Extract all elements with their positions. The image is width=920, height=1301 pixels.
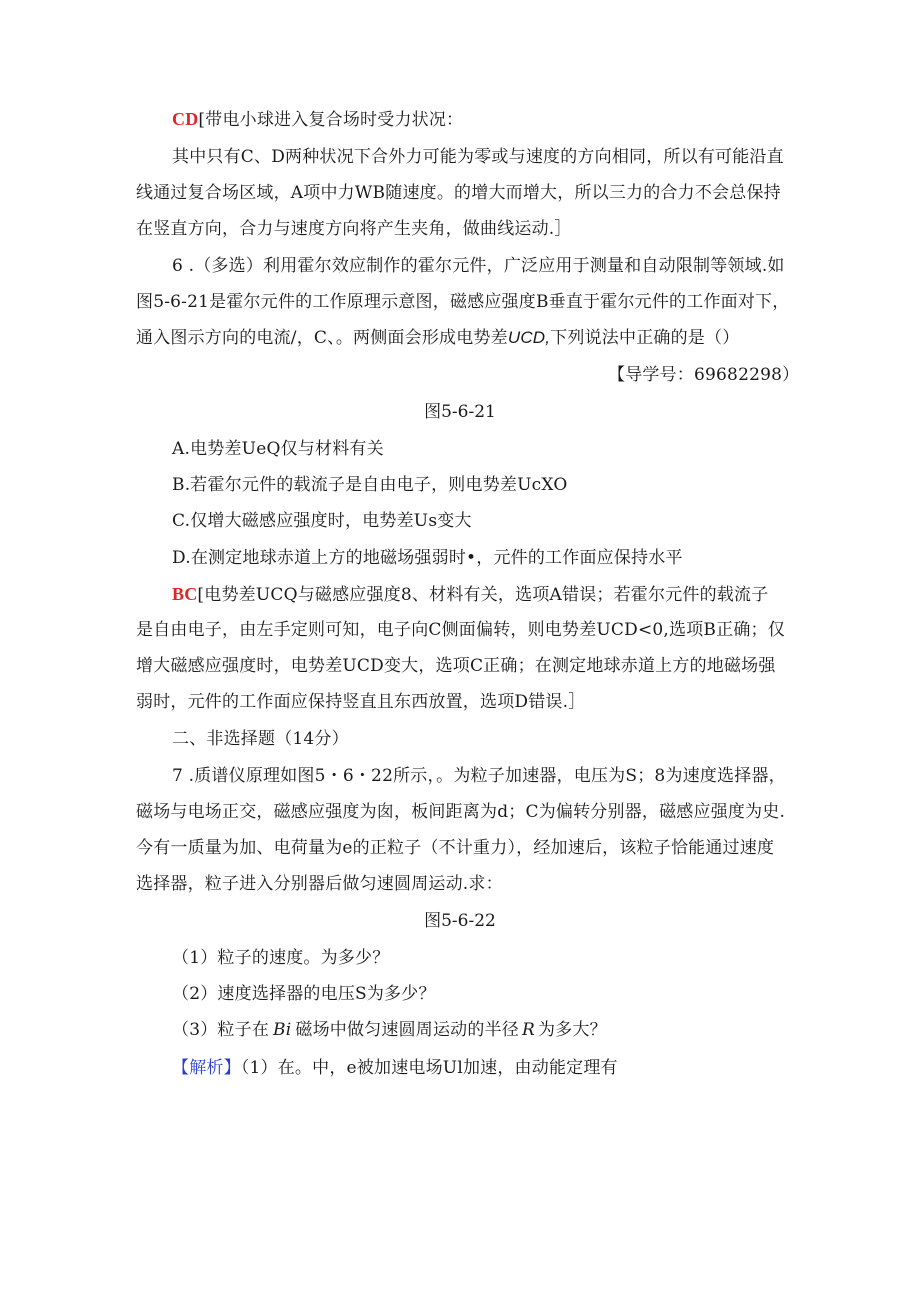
sub-question-2: （2）速度选择器的电压S为多少？	[172, 984, 436, 1004]
question-7-line-4: 选择器，粒子进入分别器后做匀速圆周运动.求：	[136, 874, 503, 894]
solution-text: （1）在。中，e被加速电场Ul加速，由动能定理有	[240, 1058, 618, 1078]
option-c: C.仅增大磁感应强度时，电势差Us变大	[172, 511, 472, 531]
sub-question-3-text-c: 磁场中做匀速圆周运动的半径	[295, 1020, 519, 1040]
answer-key-cd: CD	[172, 109, 199, 129]
answer-cd-line-1	[172, 107, 463, 132]
answer-cd-line-3: 线通过复合场区域，A项中力WB随速度。的增大而增大，所以三力的合力不会总保持	[136, 183, 781, 203]
question-6-line-1: 6 .（多选）利用霍尔效应制作的霍尔元件，广泛应用于测量和自动限制等领域.如	[172, 256, 785, 276]
question-6-line-3	[136, 326, 739, 350]
answer-bc-line-2: 是自由电子，由左手定则可知，电子向C侧面偏转，则电势差UCD<0,选项B正确；仅	[136, 620, 785, 640]
sub-question-3	[172, 1018, 607, 1042]
option-a: A.电势差UeQ仅与材料有关	[172, 439, 384, 459]
question-7-line-1: 7 .质谱仪原理如图5・6・22所示，。为粒子加速器，电压为S；8为速度选择器，	[172, 766, 786, 786]
question-7-line-3: 今有一质量为加、电荷量为e的正粒子（不计重力），经加速后，该粒子恰能通过速度	[136, 838, 775, 858]
solution-line	[172, 1056, 618, 1080]
ucd-symbol: UCD,	[507, 328, 551, 347]
figure-caption-5-6-21: 图5-6-21	[424, 402, 496, 422]
solution-tag: 【解析】	[172, 1058, 241, 1078]
answer-bc-text-1: [电势差UCQ与磁感应强度8、材料有关，选项A错误；若霍尔元件的载流子	[197, 585, 769, 605]
figure-caption-5-6-22: 图5-6-22	[424, 911, 496, 931]
r-symbol: R	[521, 1020, 535, 1040]
option-b: B.若霍尔元件的载流子是自由电子，则电势差UcXO	[172, 475, 568, 495]
section-heading-2: 二、非选择题（14分）	[172, 729, 349, 749]
sub-question-3-text-a: （3）粒子在	[172, 1020, 270, 1040]
answer-bc-line-1	[172, 582, 768, 607]
answer-bc-line-4: 弱时，元件的工作面应保持竖直且东西放置，选项D错误.］	[136, 692, 586, 712]
option-d: D.在测定地球赤道上方的地磁场强弱时•，元件的工作面应保持水平	[172, 548, 683, 568]
answer-bc-line-3: 增大磁感应强度时，电势差UCD变大，选项C正确；在测定地球赤道上方的地磁场强	[136, 656, 776, 676]
b1-symbol: Bi	[273, 1020, 292, 1040]
answer-key-bc: BC	[172, 584, 198, 604]
answer-cd-line-2: 其中只有C、D两种状况下合外力可能为零或与速度的方向相同，所以有可能沿直	[172, 147, 784, 167]
answer-cd-line-4: 在竖直方向，合力与速度方向将产生夹角，做曲线运动.］	[136, 219, 572, 239]
question-6-text-3a: 通入图示方向的电流/，C、。两侧面会形成电势差	[136, 328, 508, 348]
answer-cd-text-1: [带电小球进入复合场时受力状况：	[198, 110, 464, 130]
sub-question-3-text-e: 为多大？	[537, 1020, 607, 1040]
reference-number: 【导学号：69682298）	[608, 365, 800, 385]
question-6-text-3c: 下列说法中正确的是（）	[550, 328, 740, 348]
question-6-line-2: 图5-6-21是霍尔元件的工作原理示意图，磁感应强度B垂直于霍尔元件的工作面对下，	[136, 292, 790, 312]
sub-question-1: （1）粒子的速度。为多少？	[172, 948, 390, 968]
question-7-line-2: 磁场与电场正交，磁感应强度为囱，板间距离为d；C为偏转分别器，磁感应强度为史.	[136, 802, 786, 822]
